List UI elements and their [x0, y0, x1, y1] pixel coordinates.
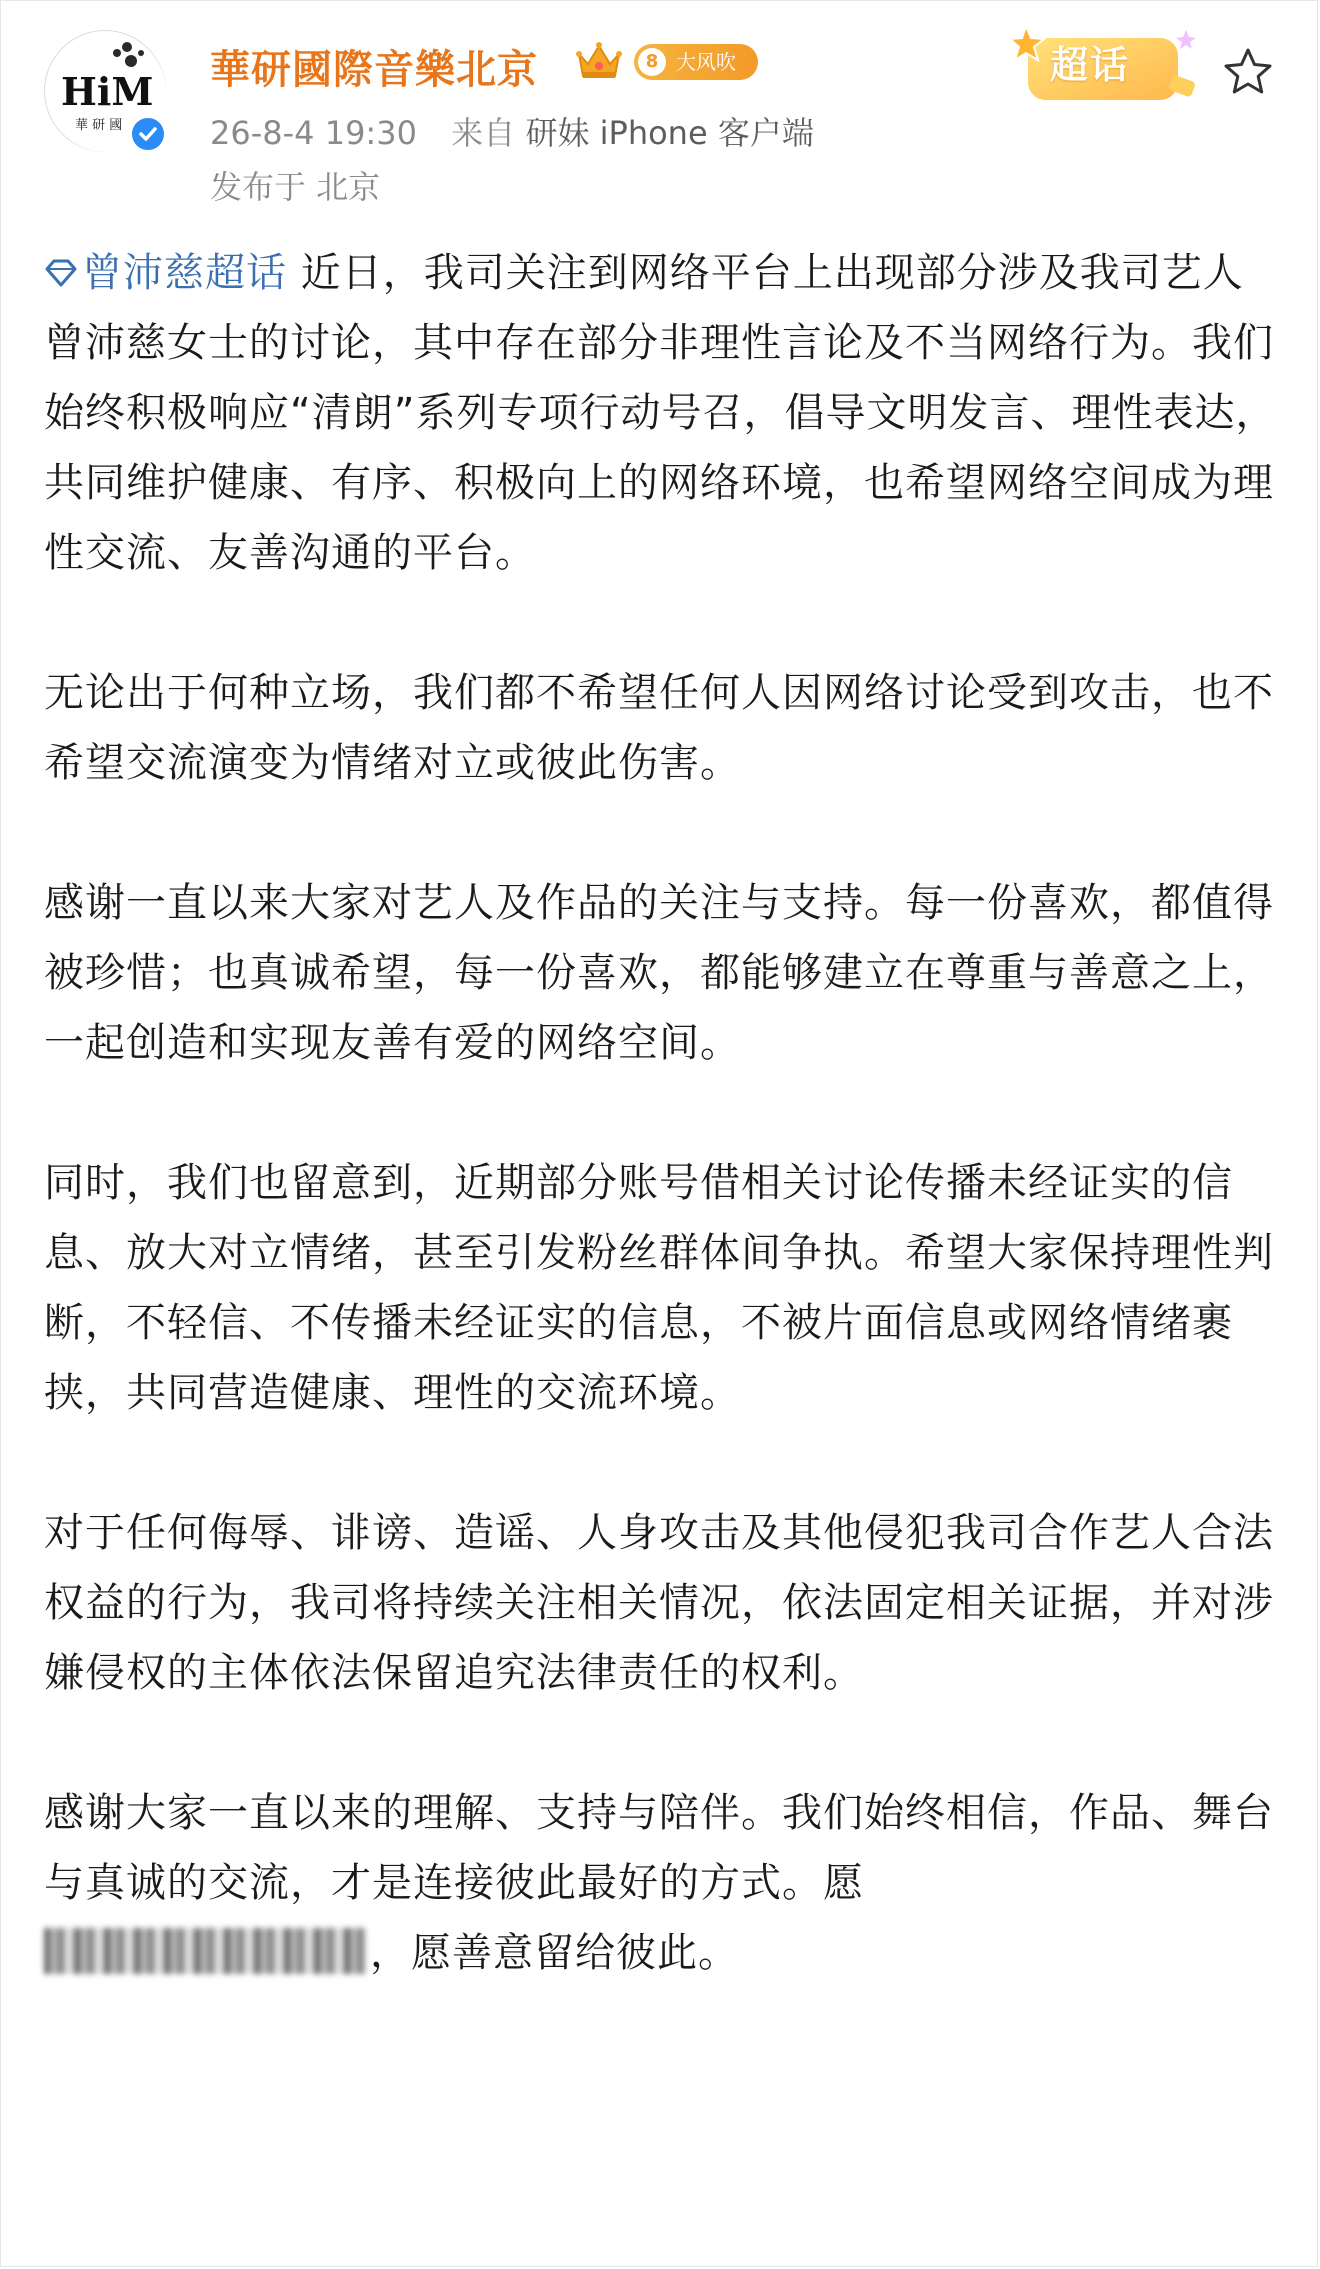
post-source-prefix: 来自 — [451, 114, 516, 152]
paragraph-4: 同时，我们也留意到，近期部分账号借相关讨论传播未经证实的信息、放大对立情绪，甚至引发粉丝群体间争执。希望大家保持理性判断，不轻信、不传播未经证实的信息，不被片面信息或网络情绪裹挟，共同营造健康、理性的交流环境。 — [44, 1160, 1274, 1416]
diamond-topic-icon — [44, 258, 78, 288]
post-timestamp: 26-8-4 19:30 — [210, 114, 417, 152]
author-name[interactable]: 華研國際音樂北京 — [210, 47, 538, 93]
blurred-text-region — [44, 1928, 366, 1974]
post-body — [44, 238, 1280, 2058]
paragraph-2: 无论出于何种立场，我们都不希望任何人因网络讨论受到攻击，也不希望交流演变为情绪对立或彼此伤害。 — [44, 670, 1274, 786]
paragraph-6-tail: ，愿善意留给彼此。 — [370, 1930, 739, 1976]
post-source[interactable]: 研妹 iPhone 客户端 — [525, 114, 814, 152]
fan-level-badge[interactable] — [634, 44, 758, 80]
paragraph-5: 对于任何侮辱、诽谤、造谣、人身攻击及其他侵犯我司合作艺人合法权益的行为，我司将持续关注相关情况，依法固定相关证据，并对涉嫌侵权的主体依法保留追究法律责任的权利。 — [44, 1510, 1274, 1696]
super-topic-link-text: 曾沛慈超话 — [82, 250, 287, 296]
post-meta — [210, 108, 814, 154]
post-header — [0, 0, 1320, 210]
verified-icon — [128, 114, 168, 154]
crown-icon — [574, 38, 624, 82]
fan-level-label: 大风吹 — [676, 50, 736, 74]
avatar-logo-text: HiM — [61, 69, 154, 114]
super-topic-link[interactable] — [44, 250, 287, 296]
avatar-logo-subtext: 華 研 國 — [75, 118, 123, 133]
fan-level-number: 8 — [638, 48, 666, 76]
post-location: 发布于 北京 — [210, 168, 381, 206]
super-topic-button[interactable]: 超话 — [1050, 43, 1131, 87]
paragraph-3: 感谢一直以来大家对艺人及作品的关注与支持。每一份喜欢，都值得被珍惜；也真诚希望，每一份喜欢，都能够建立在尊重与善意之上，一起创造和实现友善有爱的网络空间。 — [44, 880, 1274, 1066]
star-outline-icon[interactable] — [1220, 44, 1276, 100]
paragraph-6-text: 感谢大家一直以来的理解、支持与陪伴。我们始终相信，作品、舞台与真诚的交流，才是连接彼此最好的方式。愿 — [44, 1790, 1274, 1906]
paragraph-1-text: 近日，我司关注到网络平台上出现部分涉及我司艺人曾沛慈女士的讨论，其中存在部分非理性言论及不当网络行为。我们始终积极响应“清朗”系列专项行动号召，倡导文明发言、理性表达，共同维护健康、有序、积极向上的网络环境，也希望网络空间成为理性交流、友善沟通的平台。 — [44, 250, 1277, 576]
paragraph-1 — [44, 238, 1280, 588]
paragraph-6 — [44, 1778, 1280, 1988]
